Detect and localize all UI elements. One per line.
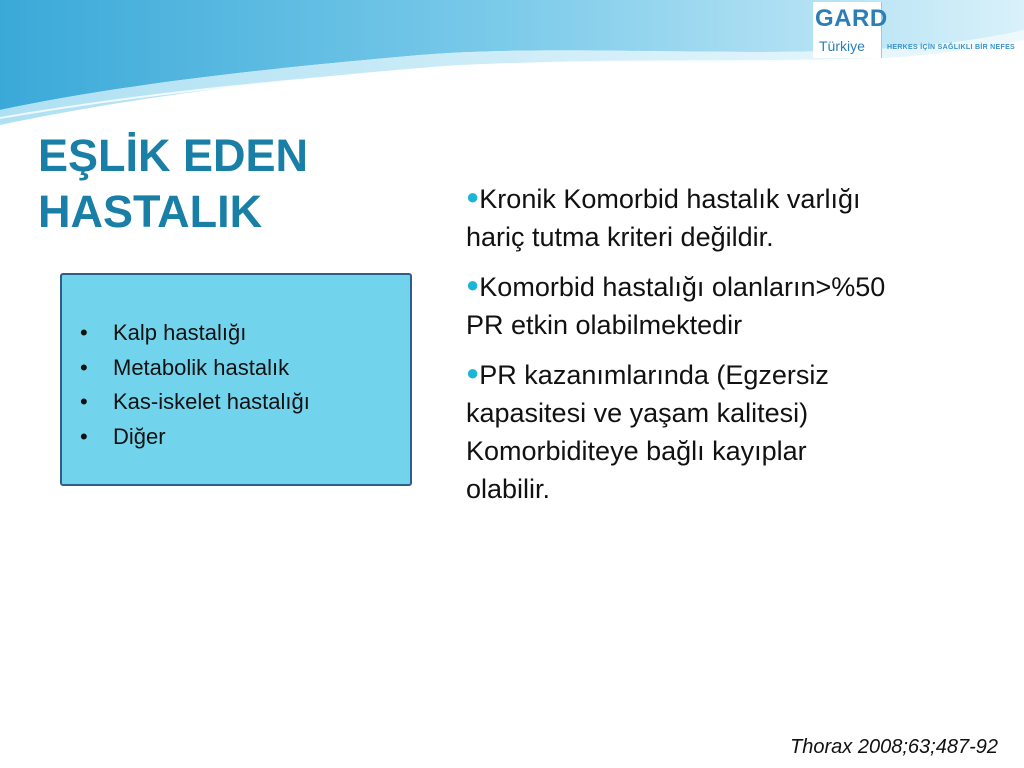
gard-logo	[813, 2, 888, 58]
key-point-2: ●Komorbid hastalığı olanların>%50 PR etkin olabilmektedir	[466, 272, 886, 340]
bullet-icon: ●	[466, 272, 480, 297]
logo-tagline: HERKES İÇİN SAĞLIKLI BİR NEFES	[887, 44, 1016, 51]
list-item-text: Metabolik hastalık	[113, 354, 290, 380]
list-item-text: Diğer	[113, 423, 166, 449]
bullet-icon: ●	[466, 184, 480, 209]
key-point-1: ●Kronik Komorbid hastalık varlığı hariç tutma kriteri değildir.	[466, 184, 861, 252]
comorbidity-list	[80, 316, 310, 454]
comorbidity-box	[60, 273, 412, 486]
citation: Thorax 2008;63;487-92	[790, 736, 998, 758]
list-item-text: Kalp hastalığı	[113, 320, 247, 345]
bullet-icon: ●	[466, 360, 480, 385]
list-item: • Diğer	[80, 423, 166, 449]
logo-country: Türkiye	[819, 38, 865, 54]
logo-brand: GARD	[815, 5, 888, 32]
title-line-2: HASTALIK	[38, 186, 263, 237]
list-item: • Kas-iskelet hastalığı	[80, 389, 310, 414]
key-points	[466, 178, 1006, 518]
list-item: • Metabolik hastalık	[80, 354, 290, 380]
list-item: • Kalp hastalığı	[80, 320, 247, 345]
list-item-text: Kas-iskelet hastalığı	[113, 389, 310, 414]
title-line-1: EŞLİK EDEN	[38, 130, 309, 181]
slide-title	[38, 128, 418, 240]
key-point-3: ●PR kazanımlarında (Egzersiz kapasitesi ve yaşam kalitesi) Komorbiditeye bağlı kayıplar olabilir.	[466, 360, 829, 504]
